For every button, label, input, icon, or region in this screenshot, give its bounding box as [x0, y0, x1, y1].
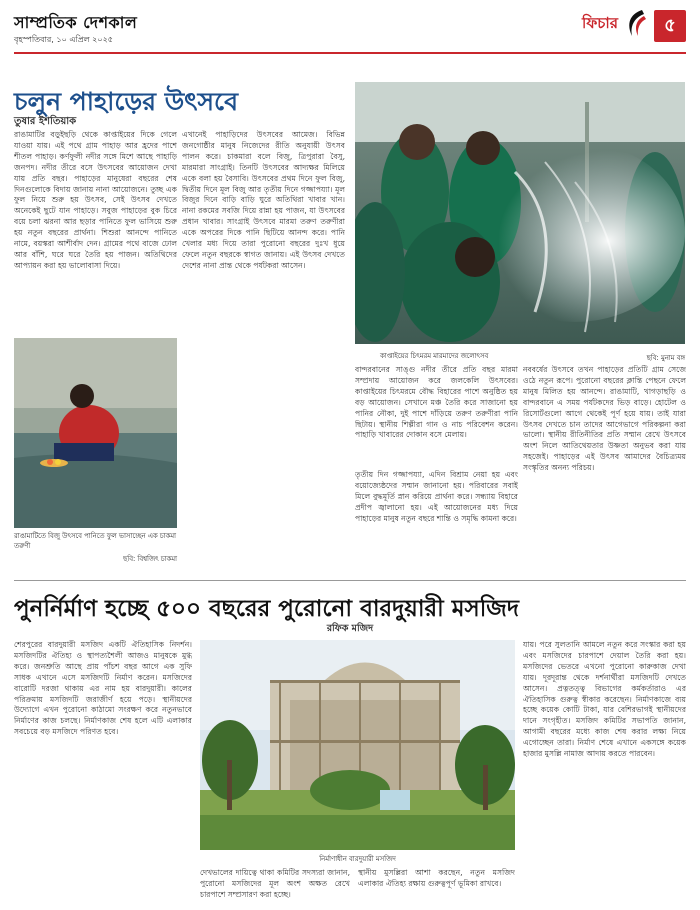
- mosque-construction-image: [200, 640, 515, 850]
- water-festival-photo: [355, 82, 685, 344]
- article1-column-2: এখানেই পাহাড়িদের উৎসবের আমেজ। বিভিন্ন জনগোষ্ঠীর মানুষ নিজেদের রীতি অনুযায়ী উৎসব পালন করে। চাকমারা বলে বিজু, ত্রিপুরারা বৈসু, মারমারা সাংগ্রাই। তিনটি উৎসবের আদ্যক্ষর মিলিয়ে একে বলা হয় বৈসাবি। উৎসবের প্রথম দিনে ফুল বিজু, দ্বিতীয় দিনে মূল বিজু আর তৃতীয় দিনে গজ্জাপয্যা। মূল বিজুর দিনে বাড়ি বাড়ি ঘুরে অতিথিরা খাবার খান। নানা রকমের সবজি দিয়ে রান্না হয় পাজন, যা উৎসবের প্রধান খাবার। সাংগ্রাই উৎসবে মারমা তরুণ তরুণীরা একে অপরের দিকে পানি ছিটিয়ে আনন্দ করে। পানি খেলার মধ্য দিয়ে তারা পুরোনো বছরের দুঃখ ধুয়ে ফেলে নতুন বছরকে স্বাগত জানায়। এই উৎসব দেখতে দেশের নানা প্রান্ত থেকে পর্যটকরা আসেন।: [182, 130, 345, 270]
- photo1-credit: ছবি: মুনাম বঙ্গ: [646, 354, 685, 362]
- water-festival-image: [355, 82, 685, 344]
- flower-floating-image: [14, 338, 177, 528]
- photo2-credit: ছবি: বিশ্বজিৎ চাকমা: [123, 555, 177, 563]
- article1-column-5: নববর্ষের উৎসবে তখন পাহাড়ের প্রতিটি গ্রাম সেজে ওঠে নতুন রূপে। পুরোনো বছরের ক্লান্তি পেছনে ফেলে মানুষ মিলিত হয় আনন্দে। রাঙামাটি, খাগড়াছড়ি ও বান্দরবানে এ সময় পর্যটকদের ভিড় বাড়ে। হোটেল ও রিসোর্টগুলো আগে থেকেই পূর্ণ হয়ে যায়। তাই যারা উৎসব দেখতে চান তাদের আগেভাগে পরিকল্পনা করা ভালো। স্থানীয় রীতিনীতির প্রতি সম্মান রেখে উৎসবে অংশ নিলে আতিথেয়তার উষ্ণতা অনুভব করা যায় সহজেই। পাহাড়ের এই উৎসব আমাদের বৈচিত্র্যময় সংস্কৃতির অনন্য পরিচয়।: [523, 365, 686, 473]
- section-label: ফিচার: [582, 14, 618, 32]
- article2-headline: পুনর্নির্মাণ হচ্ছে ৫০০ বছরের পুরোনো বারদুয়ারী মসজিদ: [14, 595, 519, 622]
- page-header: [14, 6, 686, 58]
- section-divider: [14, 580, 686, 581]
- flower-floating-photo: [14, 338, 177, 528]
- article2-column-1: শেরপুরের বারদুয়ারী মসজিদ একটি ঐতিহাসিক নিদর্শন। মসজিদটির ঐতিহ্য ও স্থাপত্যশৈলী আজও মানুষকে মুগ্ধ করে। জনশ্রুতি আছে প্রায় পাঁচশ বছর আগে এক সুফি সাধক এখানে এসে মসজিদটি নির্মাণ করেন। মসজিদের বারোটি দরজা থাকায় এর নাম হয় বারদুয়ারী। কালের পরিক্রমায় মসজিদটি জরাজীর্ণ হয়ে পড়ে। স্থানীয়দের উদ্যোগে এখন পুরোনো কাঠামো সংরক্ষণ করে নতুনভাবে নির্মাণের কাজ চলছে। নির্মাণকাজ শেষ হলে এটি এলাকার সবচেয়ে বড় মসজিদে পরিণত হবে।: [14, 640, 192, 737]
- article2-column-3: স্থানীয় মুসল্লিরা আশা করছেন, নতুন মসজিদ এলাকার ঐতিহ্য রক্ষায় গুরুত্বপূর্ণ ভূমিকা রাখবে।: [358, 868, 515, 888]
- header-rule: [14, 52, 686, 54]
- article2-byline: রফিক মজিদ: [326, 623, 374, 634]
- mosque-photo-caption: নির্মাণাধীন বারদুয়ারী মসজিদ: [319, 855, 396, 863]
- dateline: বৃহস্পতিবার, ১০ এপ্রিল ২০২৫: [14, 35, 113, 44]
- article1-headline: চলুন পাহাড়ের উৎসবে: [14, 87, 239, 116]
- masthead: সাম্প্রতিক দেশকাল: [14, 13, 138, 32]
- section-swoosh-icon: [624, 8, 646, 38]
- mosque-photo: [200, 640, 515, 850]
- page-number: ৫: [654, 10, 686, 42]
- article2-column-4: যায়। পরে সুলতানি আমলে নতুন করে সংস্কার করা হয় এবং মসজিদের চারপাশে দেয়াল তৈরি করা হয়। মসজিদের ভেতরে এখনো পুরোনো কারুকাজ দেখা যায়। দূরদূরান্ত থেকে দর্শনার্থীরা মসজিদটি দেখতে আসেন। প্রত্নতত্ত্ব বিভাগের কর্মকর্তারাও এর ঐতিহাসিক গুরুত্ব স্বীকার করেছেন। নির্মাণকাজে ব্যয় হচ্ছে কয়েক কোটি টাকা, যার বেশিরভাগই স্থানীয়দের দানে সংগৃহীত। মসজিদ কমিটির সভাপতি জানান, আগামী বছরের মধ্যে কাজ শেষ করার লক্ষ্য নিয়ে এগোচ্ছেন তারা। নির্মাণ শেষে এখানে একসঙ্গে কয়েক হাজার মুসল্লি নামাজ আদায় করতে পারবেন।: [523, 640, 686, 759]
- photo2-caption: রাঙামাটিতে বিজু উৎসবে পানিতে ফুল ভাসাচ্ছেন এক চাকমা তরুণী: [14, 532, 176, 550]
- article2-column-2: দেখভালের দায়িত্বে থাকা কমিটির সদস্যরা জানান, পুরোনো মসজিদের মূল অংশ অক্ষত রেখে চারপাশে সম্প্রসারণ করা হচ্ছে।: [200, 868, 350, 899]
- article1-byline: তুষার ইশতিয়াক: [14, 116, 77, 127]
- photo1-caption: কাপ্তাইয়ের চিৎমরম মারমাদের জলোৎসব: [380, 352, 489, 360]
- article1-column-4: তৃতীয় দিন গজ্জাপয্যা, এদিন বিশ্রাম নেয়া হয় এবং বয়োজ্যেষ্ঠদের সম্মান জানানো হয়। পরিবারের সবাই মিলে বুদ্ধমূর্তি স্নান করিয়ে প্রার্থনা করে। সন্ধ্যায় বিহারে প্রদীপ জ্বালানো হয়। এই আয়োজনের মধ্য দিয়ে পাহাড়ের মানুষ নতুন বছরে শান্তি ও সমৃদ্ধি কামনা করে।: [355, 470, 518, 523]
- article1-column-3: বান্দরবানের সাঙ্গু নদীর তীরে প্রতি বছর মারমা সম্প্রদায় আয়োজন করে জলকেলি উৎসবের। কাপ্তাইয়ের চিৎমরমে বৌদ্ধ বিহারের পাশে অনুষ্ঠিত হয় বড় আয়োজন। সেখানে মঞ্চ তৈরি করে সাজানো হয় পানির নৌকা, দুই পাশে দাঁড়িয়ে তরুণ তরুণীরা পানি ছিটায়। স্থানীয় শিল্পীরা গান ও নাচ পরিবেশন করেন। পাহাড়ি খাবারের দোকান বসে মেলায়।: [355, 365, 518, 440]
- article1-column-1: রাঙামাটির বড়ুইছড়ি থেকে কাপ্তাইয়ের দিকে গেলে যাওয়া যায়। এই পথে গ্রাম পাহাড় আর হ্রদের পাশে শীতল পাহাড়। কর্ণফুলী নদীর সঙ্গে মিশে আছে পাহাড়ি জনপদ। নদীর তীরে বসে উৎসবের আয়োজন দেখা যায় প্রতি বছর। পাহাড়ের মানুষেরা বছরের শেষ দিনগুলোকে বিদায় জানায় নানা আয়োজনে। তুচ্ছ এক ফুল নিয়ে শুরু হয় উৎসব, সেই উৎসব দেখতে অনেকেই ছুটে যান পাহাড়ে। সবুজ পাহাড়ের বুক চিরে বয়ে চলা ঝরনা আর ছড়ার পানিতে ফুল ভাসিয়ে শুরু হয় নতুন বছরের প্রার্থনা। শিশুরা আনন্দে পানিতে নামে, বয়স্করা আশীর্বাদ দেন। গ্রামের পথে বাজে ঢোল আর বাঁশি, ঘরে ঘরে তৈরি হয় পাজন। অতিথিদের আপ্যায়ন করা হয় ভালোবাসা দিয়ে।: [14, 130, 177, 270]
